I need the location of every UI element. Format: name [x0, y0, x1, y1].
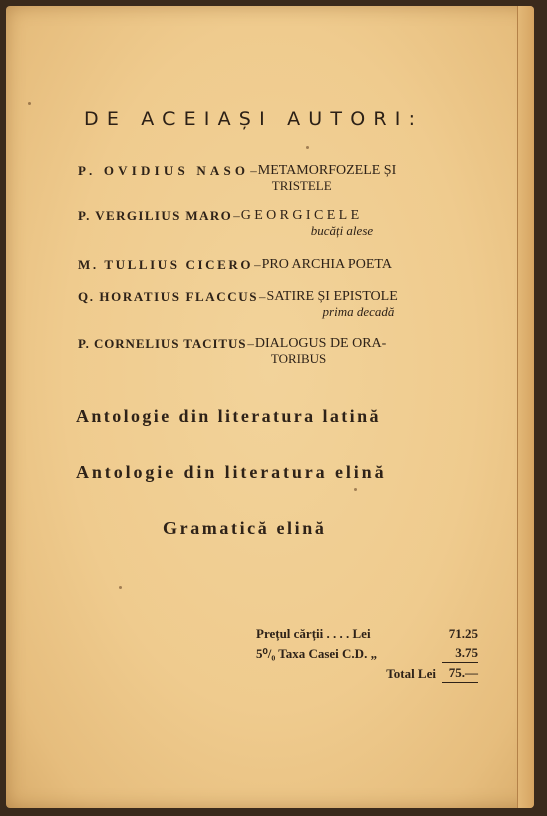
total-value: 75.— — [442, 665, 478, 683]
work-title-line: PRO ARCHIA POETA — [261, 257, 392, 272]
work-title-line: SATIRE ȘI EPISTOLE — [266, 289, 398, 304]
anthology-latin: Antologie din literatura latină — [76, 406, 381, 426]
price-label: Prețul cărții . . . . Lei — [256, 626, 371, 641]
work-title-line: DIALOGUS DE ORA- — [254, 336, 387, 351]
work-entry-cicero — [78, 257, 488, 273]
dash-separator: – — [254, 257, 261, 272]
author-name: P. CORNELIUS TACITUS — [78, 336, 247, 351]
work-entry-ovidius — [78, 163, 488, 193]
work-subtitle: prima decadă — [322, 304, 395, 319]
dash-separator: – — [250, 163, 257, 178]
author-name: P. OVIDIUS NASO — [78, 163, 250, 178]
work-subtitle: TRISTELE — [271, 178, 332, 193]
total-label: Total Lei — [386, 666, 436, 681]
price-row-book — [256, 624, 478, 644]
work-subtitle: TORIBUS — [270, 351, 327, 366]
price-row-tax — [256, 644, 478, 664]
dash-separator: – — [259, 289, 266, 304]
price-value: 71.25 — [448, 625, 478, 641]
author-name: P. VERGILIUS MARO — [78, 208, 233, 223]
work-title — [262, 257, 392, 272]
dash-separator: – — [233, 208, 240, 223]
work-entry-vergilius — [78, 208, 488, 238]
anthology-greek: Antologie din literatura elină — [76, 462, 387, 482]
work-title — [255, 336, 386, 366]
page-title: DE ACEIAȘI AUTORI: — [84, 108, 424, 130]
greek-grammar: Gramatică elină — [163, 518, 327, 538]
work-title-line: GEORGICELE — [240, 208, 363, 223]
work-entry-tacitus — [78, 336, 488, 366]
price-block — [256, 624, 478, 684]
book-back-cover — [6, 6, 534, 808]
price-row-total — [256, 664, 478, 684]
author-name: Q. HORATIUS FLACCUS — [78, 289, 259, 304]
paper-speck — [306, 146, 309, 149]
paper-speck — [28, 102, 31, 105]
work-subtitle: bucăți alese — [310, 223, 374, 238]
author-name: M. TULLIUS CICERO — [78, 257, 254, 272]
paper-speck — [119, 586, 122, 589]
tax-value: 3.75 — [442, 645, 478, 663]
work-title — [267, 289, 398, 319]
work-title — [258, 163, 397, 193]
tax-label: 5⁰/₀ Taxa Casei C.D. „ — [256, 646, 378, 661]
dash-separator: – — [247, 336, 254, 351]
page-edge — [517, 6, 534, 808]
work-title-line: METAMORFOZELE ȘI — [257, 163, 397, 178]
paper-speck — [354, 488, 357, 491]
work-title — [241, 208, 373, 238]
work-entry-horatius — [78, 289, 488, 319]
